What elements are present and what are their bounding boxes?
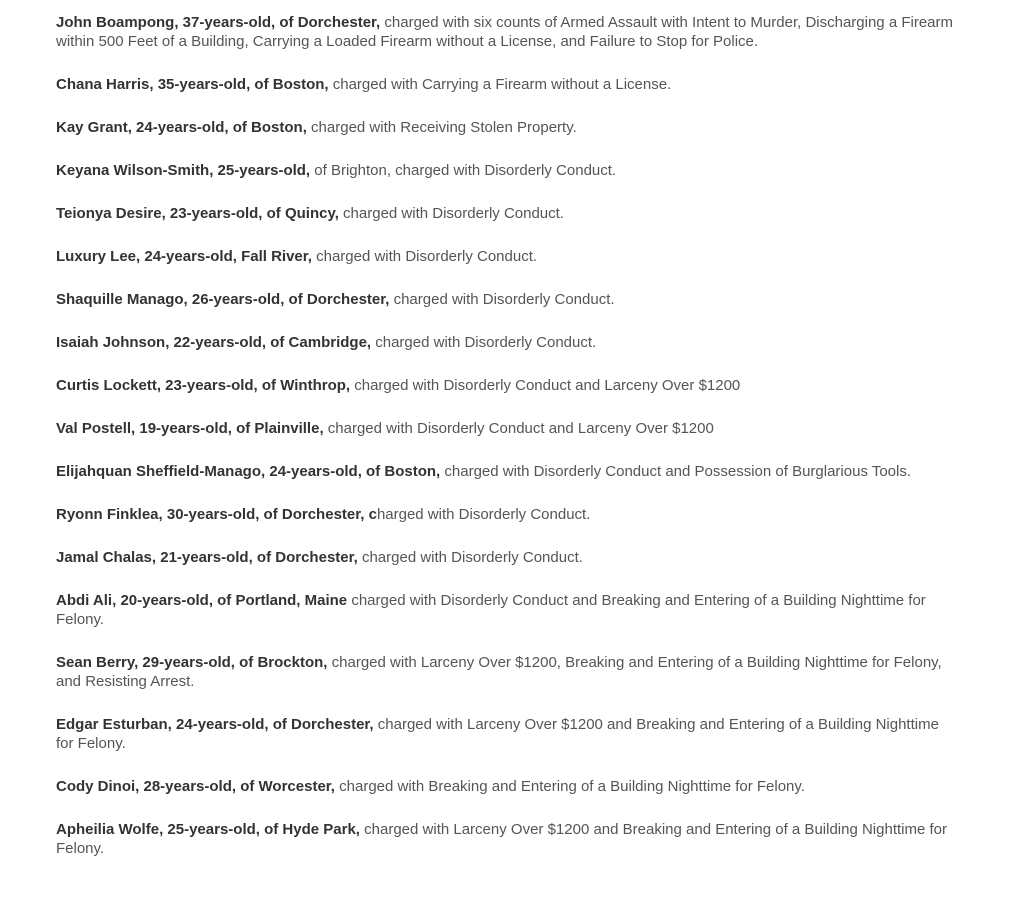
list-item xyxy=(56,591,956,629)
entry-charge: charged with Disorderly Conduct and Breaking and Entering of a Building Nighttime for Felony. xyxy=(56,592,926,628)
entry-charge: charged with Disorderly Conduct. xyxy=(311,248,538,265)
list-item xyxy=(56,333,956,352)
list-item xyxy=(56,505,956,524)
entry-charge: charged with Larceny Over $1200 and Breaking and Entering of a Building Nighttime for Felony. xyxy=(56,716,939,752)
entry-name: Shaquille Manago, 26-years-old, of Dorchester, xyxy=(56,291,390,308)
list-item xyxy=(56,13,956,51)
arrest-list xyxy=(56,13,956,882)
entry-charge: of Brighton, charged with Disorderly Conduct. xyxy=(310,162,617,179)
entry-charge: charged with Disorderly Conduct. xyxy=(389,291,615,308)
list-item xyxy=(56,75,956,94)
entry-name: John Boampong, 37-years-old, of Dorchester, xyxy=(56,14,381,31)
entry-name: Keyana Wilson-Smith, 25-years-old, xyxy=(56,162,311,179)
entry-name: Jamal Chalas, 21-years-old, of Dorchester, xyxy=(56,549,358,566)
entry-charge: charged with six counts of Armed Assault with Intent to Murder, Discharging a Firearm within 500 Feet of a Building, Carrying a Loaded Firearm without a License, and Failure to Stop for Police. xyxy=(56,14,953,50)
list-item xyxy=(56,548,956,567)
entry-name: Sean Berry, 29-years-old, of Brockton, xyxy=(56,654,328,671)
entry-name: Curtis Lockett, 23-years-old, of Winthrop, xyxy=(56,377,351,394)
entry-charge: charged with Carrying a Firearm without a License. xyxy=(328,76,672,93)
list-item xyxy=(56,715,956,753)
list-item xyxy=(56,290,956,309)
list-item xyxy=(56,161,956,180)
entry-name: Apheilia Wolfe, 25-years-old, of Hyde Park, xyxy=(56,821,360,838)
entry-charge: charged with Disorderly Conduct. xyxy=(357,549,583,566)
list-item xyxy=(56,204,956,223)
list-item xyxy=(56,820,956,858)
entry-name: Abdi Ali, 20-years-old, of Portland, Maine xyxy=(56,592,348,609)
entry-name: Val Postell, 19-years-old, of Plainville, xyxy=(56,420,324,437)
entry-name: Teionya Desire, 23-years-old, of Quincy, xyxy=(56,205,339,222)
entry-name: Cody Dinoi, 28-years-old, of Worcester, xyxy=(56,778,335,795)
entry-name: Luxury Lee, 24-years-old, Fall River, xyxy=(56,248,312,265)
list-item xyxy=(56,376,956,395)
entry-charge: charged with Larceny Over $1200, Breaking and Entering of a Building Nighttime for Felony, and Resisting Arrest. xyxy=(56,654,942,690)
entry-charge: charged with Receiving Stolen Property. xyxy=(306,119,577,136)
entry-name: Ryonn Finklea, 30-years-old, of Dorchester, c xyxy=(56,506,377,523)
entry-charge: charged with Disorderly Conduct. xyxy=(371,334,597,351)
list-item xyxy=(56,462,956,481)
entry-charge: charged with Disorderly Conduct and Larceny Over $1200 xyxy=(350,377,741,394)
list-item xyxy=(56,247,956,266)
entry-name: Edgar Esturban, 24-years-old, of Dorchester, xyxy=(56,716,374,733)
list-item xyxy=(56,419,956,438)
entry-name: Isaiah Johnson, 22-years-old, of Cambridge, xyxy=(56,334,372,351)
entry-name: Chana Harris, 35-years-old, of Boston, xyxy=(56,76,329,93)
entry-charge: harged with Disorderly Conduct. xyxy=(376,506,591,523)
entry-name: Kay Grant, 24-years-old, of Boston, xyxy=(56,119,307,136)
entry-charge: charged with Disorderly Conduct and Larceny Over $1200 xyxy=(323,420,714,437)
list-item xyxy=(56,118,956,137)
entry-charge: charged with Disorderly Conduct. xyxy=(338,205,564,222)
list-item xyxy=(56,777,956,796)
list-item xyxy=(56,653,956,691)
entry-charge: charged with Disorderly Conduct and Possession of Burglarious Tools. xyxy=(440,463,912,480)
entry-charge: charged with Breaking and Entering of a Building Nighttime for Felony. xyxy=(334,778,805,795)
entry-name: Elijahquan Sheffield-Manago, 24-years-old, of Boston, xyxy=(56,463,441,480)
entry-charge: charged with Larceny Over $1200 and Breaking and Entering of a Building Nighttime for Felony. xyxy=(56,821,947,857)
